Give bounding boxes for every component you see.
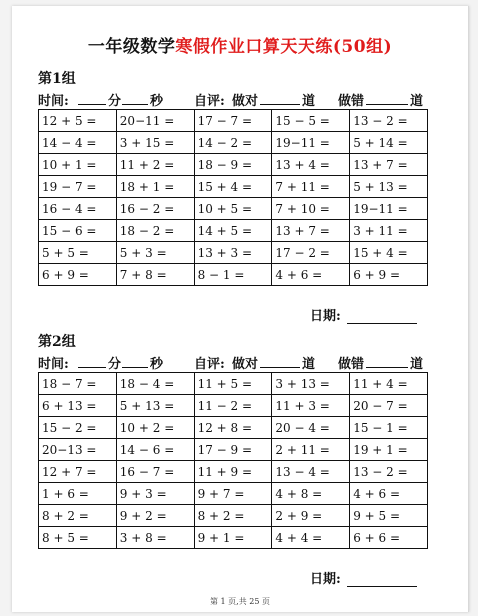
table-row (39, 395, 428, 417)
equation-cell: 19 − 7 = (39, 176, 117, 198)
equation-cell: 12 + 5 = (39, 110, 117, 132)
time-min-blank (78, 353, 106, 368)
equation-cell: 13 + 3 = (194, 242, 272, 264)
table-row (39, 198, 428, 220)
table-row (39, 220, 428, 242)
table-row (39, 483, 428, 505)
equation-cell: 6 + 13 = (39, 395, 117, 417)
equation-cell: 17 − 9 = (194, 439, 272, 461)
table-row (39, 176, 428, 198)
equation-cell: 9 + 7 = (194, 483, 272, 505)
correct-blank (260, 353, 300, 368)
equation-cell: 3 + 11 = (350, 220, 428, 242)
equation-cell: 11 + 5 = (194, 373, 272, 395)
dao-label-1: 道 (302, 94, 316, 109)
wrong-blank (366, 90, 408, 105)
equation-cell: 6 + 9 = (350, 264, 428, 286)
equation-cell: 15 + 4 = (194, 176, 272, 198)
equation-cell: 9 + 1 = (194, 527, 272, 549)
equation-cell: 7 + 11 = (272, 176, 350, 198)
time-label: 时间: (38, 357, 69, 372)
equation-cell: 20−13 = (39, 439, 117, 461)
table-row (39, 505, 428, 527)
equation-cell: 18 − 9 = (194, 154, 272, 176)
equation-cell: 1 + 6 = (39, 483, 117, 505)
equation-cell: 11 + 2 = (116, 154, 194, 176)
equation-cell: 10 + 5 = (194, 198, 272, 220)
equation-cell: 17 − 7 = (194, 110, 272, 132)
equation-cell: 13 − 4 = (272, 461, 350, 483)
equation-cell: 3 + 13 = (272, 373, 350, 395)
equation-cell: 9 + 3 = (116, 483, 194, 505)
group-1-table (38, 109, 428, 286)
table-row (39, 264, 428, 286)
group-1-meta (38, 90, 428, 108)
equation-cell: 20 − 7 = (350, 395, 428, 417)
time-sec-blank (122, 90, 148, 105)
group-2-table (38, 372, 428, 549)
date-blank (347, 309, 417, 324)
equation-cell: 9 + 2 = (116, 505, 194, 527)
title-black: 一年级数学 (87, 37, 176, 57)
date-blank (347, 572, 417, 587)
time-sec-blank (122, 353, 148, 368)
equation-cell: 4 + 6 = (272, 264, 350, 286)
wrong-label: 做错 (338, 357, 365, 372)
equation-cell: 16 − 4 = (39, 198, 117, 220)
equation-cell: 17 − 2 = (272, 242, 350, 264)
equation-cell: 13 + 4 = (272, 154, 350, 176)
equation-cell: 8 + 2 = (39, 505, 117, 527)
equation-cell: 4 + 6 = (350, 483, 428, 505)
equation-cell: 16 − 7 = (116, 461, 194, 483)
equation-cell: 10 + 2 = (116, 417, 194, 439)
equation-cell: 15 − 6 = (39, 220, 117, 242)
table-row (39, 439, 428, 461)
equation-cell: 13 + 7 = (272, 220, 350, 242)
correct-label: 做对 (232, 94, 259, 109)
equation-cell: 15 − 1 = (350, 417, 428, 439)
equation-cell: 13 − 2 = (350, 461, 428, 483)
second-label: 秒 (150, 357, 164, 372)
self-eval-label: 自评: (194, 94, 225, 109)
table-row (39, 110, 428, 132)
correct-blank (260, 90, 300, 105)
self-eval-label: 自评: (194, 357, 225, 372)
equation-cell: 5 + 14 = (350, 132, 428, 154)
equation-cell: 5 + 13 = (350, 176, 428, 198)
equation-cell: 19 + 1 = (350, 439, 428, 461)
equation-cell: 11 + 9 = (194, 461, 272, 483)
date-label: 日期: (310, 572, 341, 587)
equation-cell: 8 + 5 = (39, 527, 117, 549)
group-2-meta (38, 353, 428, 371)
title-red: 寒假作业口算天天练(50组) (175, 37, 393, 57)
equation-cell: 4 + 8 = (272, 483, 350, 505)
date-label: 日期: (310, 309, 341, 324)
dao-label-2: 道 (410, 357, 424, 372)
equation-cell: 3 + 8 = (116, 527, 194, 549)
equation-cell: 15 − 2 = (39, 417, 117, 439)
equation-cell: 19−11 = (350, 198, 428, 220)
equation-cell: 8 + 2 = (194, 505, 272, 527)
wrong-blank (366, 353, 408, 368)
wrong-label: 做错 (338, 94, 365, 109)
equation-cell: 8 − 1 = (194, 264, 272, 286)
equation-cell: 9 + 5 = (350, 505, 428, 527)
equation-cell: 14 − 6 = (116, 439, 194, 461)
equation-cell: 7 + 10 = (272, 198, 350, 220)
group-1-title: 第1组 (38, 71, 76, 87)
time-min-blank (78, 90, 106, 105)
equation-cell: 19−11 = (272, 132, 350, 154)
equation-cell: 11 − 2 = (194, 395, 272, 417)
equation-cell: 6 + 9 = (39, 264, 117, 286)
group-2-date (310, 568, 417, 587)
equation-cell: 13 + 7 = (350, 154, 428, 176)
equation-cell: 10 + 1 = (39, 154, 117, 176)
dao-label-2: 道 (410, 94, 424, 109)
equation-cell: 5 + 3 = (116, 242, 194, 264)
equation-cell: 2 + 11 = (272, 439, 350, 461)
equation-cell: 15 + 4 = (350, 242, 428, 264)
equation-cell: 18 − 7 = (39, 373, 117, 395)
equation-cell: 14 − 2 = (194, 132, 272, 154)
equation-cell: 6 + 6 = (350, 527, 428, 549)
equation-cell: 18 + 1 = (116, 176, 194, 198)
equation-cell: 2 + 9 = (272, 505, 350, 527)
time-label: 时间: (38, 94, 69, 109)
equation-cell: 16 − 2 = (116, 198, 194, 220)
equation-cell: 20 − 4 = (272, 417, 350, 439)
equation-cell: 12 + 7 = (39, 461, 117, 483)
table-row (39, 417, 428, 439)
page-title (12, 32, 468, 57)
correct-label: 做对 (232, 357, 259, 372)
table-row (39, 242, 428, 264)
table-row (39, 527, 428, 549)
equation-cell: 12 + 8 = (194, 417, 272, 439)
equation-cell: 3 + 15 = (116, 132, 194, 154)
equation-cell: 14 + 5 = (194, 220, 272, 242)
group-1-date (310, 305, 417, 324)
equation-cell: 18 − 4 = (116, 373, 194, 395)
equation-cell: 7 + 8 = (116, 264, 194, 286)
page-footer: 第 1 页,共 25 页 (210, 597, 270, 606)
table-row (39, 461, 428, 483)
equation-cell: 5 + 5 = (39, 242, 117, 264)
table-row (39, 132, 428, 154)
equation-cell: 15 − 5 = (272, 110, 350, 132)
table-row (39, 154, 428, 176)
minute-label: 分 (108, 94, 122, 109)
equation-cell: 11 + 4 = (350, 373, 428, 395)
equation-cell: 13 − 2 = (350, 110, 428, 132)
equation-cell: 20−11 = (116, 110, 194, 132)
table-row (39, 373, 428, 395)
group-2-title: 第2组 (38, 334, 76, 350)
dao-label-1: 道 (302, 357, 316, 372)
minute-label: 分 (108, 357, 122, 372)
second-label: 秒 (150, 94, 164, 109)
equation-cell: 5 + 13 = (116, 395, 194, 417)
equation-cell: 4 + 4 = (272, 527, 350, 549)
equation-cell: 18 − 2 = (116, 220, 194, 242)
worksheet-page (12, 6, 469, 612)
equation-cell: 11 + 3 = (272, 395, 350, 417)
equation-cell: 14 − 4 = (39, 132, 117, 154)
